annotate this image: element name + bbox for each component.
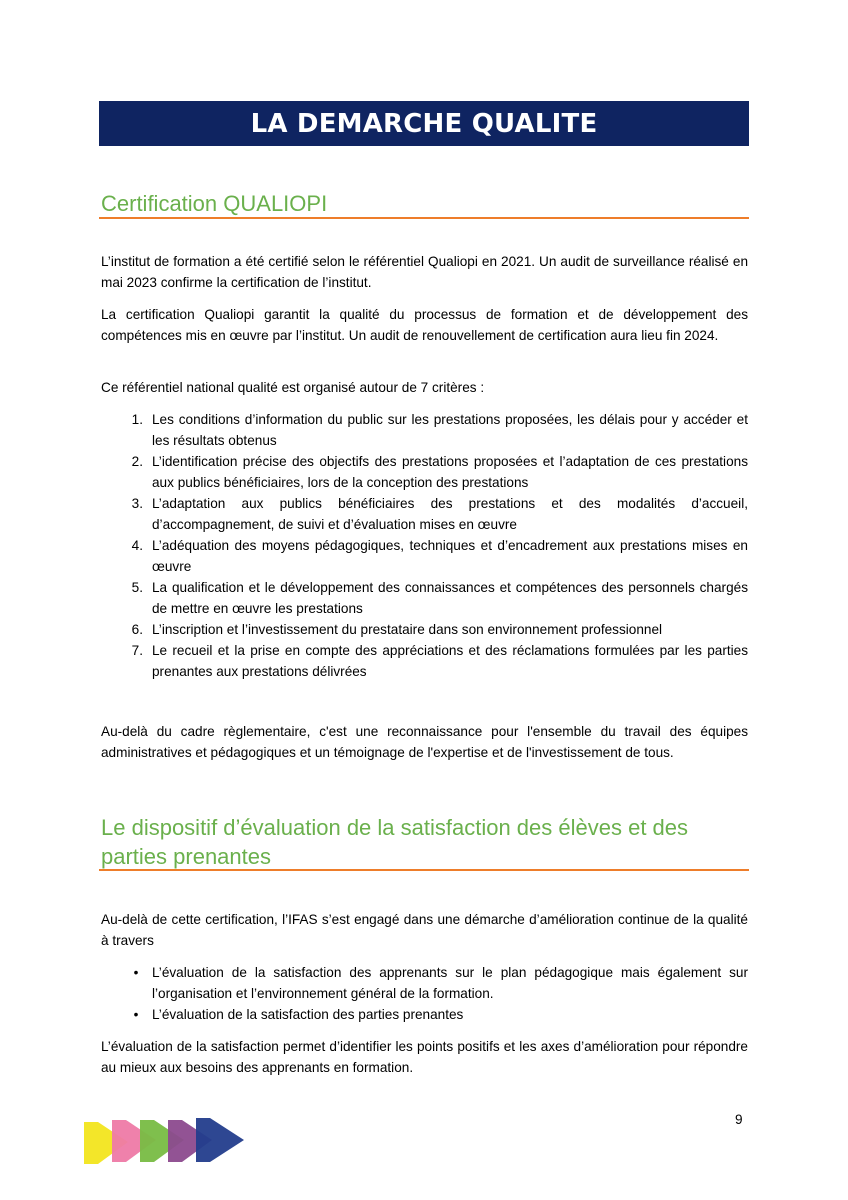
list-number: 3. bbox=[131, 496, 143, 511]
section-heading-line: Le dispositif d’évaluation de la satisfaction des élèves et des bbox=[101, 815, 689, 840]
paragraph-satisfaction-purpose: L’évaluation de la satisfaction permet d’identifier les points positifs et les axes d’amélioration pour répondre au mieux aux besoins des apprenants en formation. bbox=[101, 1039, 748, 1075]
page-title: LA DEMARCHE QUALITE bbox=[250, 108, 598, 139]
list-number: 7. bbox=[131, 643, 143, 658]
list-item bbox=[101, 640, 748, 682]
heading-rule bbox=[99, 869, 749, 871]
list-item bbox=[101, 535, 748, 577]
list-item-text: Les conditions d’information du public sur les prestations proposées, les délais pour y accéder et les résultats obtenus bbox=[152, 412, 748, 448]
list-item bbox=[101, 577, 748, 619]
section-heading-qualiopi: Certification QUALIOPI bbox=[101, 191, 328, 216]
paragraph-certification: L’institut de formation a été certifié selon le référentiel Qualiopi en 2021. Un audit de surveillance réalisé en mai 2023 confirme la certification de l’institut. bbox=[101, 254, 748, 290]
list-item-text: L’évaluation de la satisfaction des parties prenantes bbox=[152, 1007, 464, 1022]
list-number: 6. bbox=[131, 622, 143, 637]
paragraph-recognition: Au-delà du cadre règlementaire, c'est une reconnaissance pour l'ensemble du travail des équipes administratives et pédagogiques et un témoignage de l'expertise et de l'investissement de tous. bbox=[101, 724, 748, 760]
list-item bbox=[101, 409, 748, 451]
logo-arrows-icon bbox=[84, 1116, 248, 1168]
list-item bbox=[101, 451, 748, 493]
bullet-icon: • bbox=[133, 1007, 139, 1022]
criteria-list bbox=[101, 409, 748, 682]
heading-rule bbox=[99, 217, 749, 219]
list-item bbox=[101, 619, 748, 640]
section-heading-line: parties prenantes bbox=[101, 844, 271, 869]
paragraph-ifas-commitment: Au-delà de cette certification, l’IFAS s’est engagé dans une démarche d’amélioration continue de la qualité à travers bbox=[101, 912, 748, 948]
logo-arrow-blue bbox=[196, 1118, 244, 1162]
satisfaction-bullet-list bbox=[101, 962, 748, 1025]
paragraph-guarantee: La certification Qualiopi garantit la qualité du processus de formation et de développement des compétences mis en œuvre par l’institut. Un audit de renouvellement de certification aura lieu fin 2024. bbox=[101, 307, 748, 343]
list-number: 5. bbox=[131, 580, 143, 595]
list-item bbox=[101, 493, 748, 535]
section-heading-satisfaction bbox=[101, 813, 749, 871]
list-number: 2. bbox=[131, 454, 143, 469]
page-title-banner bbox=[99, 101, 749, 146]
list-item-text: L’évaluation de la satisfaction des apprenants sur le plan pédagogique mais également sur l’organisation et l’environnement général de la formation. bbox=[152, 965, 748, 1001]
page-number: 9 bbox=[735, 1112, 743, 1127]
bullet-icon: • bbox=[133, 965, 139, 980]
list-item-text: L’adaptation aux publics bénéficiaires des prestations et des modalités d’accueil, d’accompagnement, de suivi et d’évaluation mises en œuvre bbox=[152, 496, 748, 532]
list-item-text: L’adéquation des moyens pédagogiques, techniques et d’encadrement aux prestations mises en œuvre bbox=[152, 538, 748, 574]
list-item-text: L’identification précise des objectifs des prestations proposées et l’adaptation de ces prestations aux publics bénéficiaires, lors de la conception des prestations bbox=[152, 454, 748, 490]
list-number: 1. bbox=[131, 412, 143, 427]
list-item-text: L’inscription et l’investissement du prestataire dans son environnement professionnel bbox=[152, 622, 663, 637]
list-item-text: La qualification et le développement des connaissances et compétences des personnels chargés de mettre en œuvre les prestations bbox=[152, 580, 748, 616]
list-number: 4. bbox=[131, 538, 143, 553]
list-item bbox=[101, 1004, 748, 1025]
list-item bbox=[101, 962, 748, 1004]
paragraph-criteria-intro: Ce référentiel national qualité est organisé autour de 7 critères : bbox=[101, 380, 485, 395]
list-item-text: Le recueil et la prise en compte des appréciations et des réclamations formulées par les parties prenantes aux prestations délivrées bbox=[152, 643, 748, 679]
